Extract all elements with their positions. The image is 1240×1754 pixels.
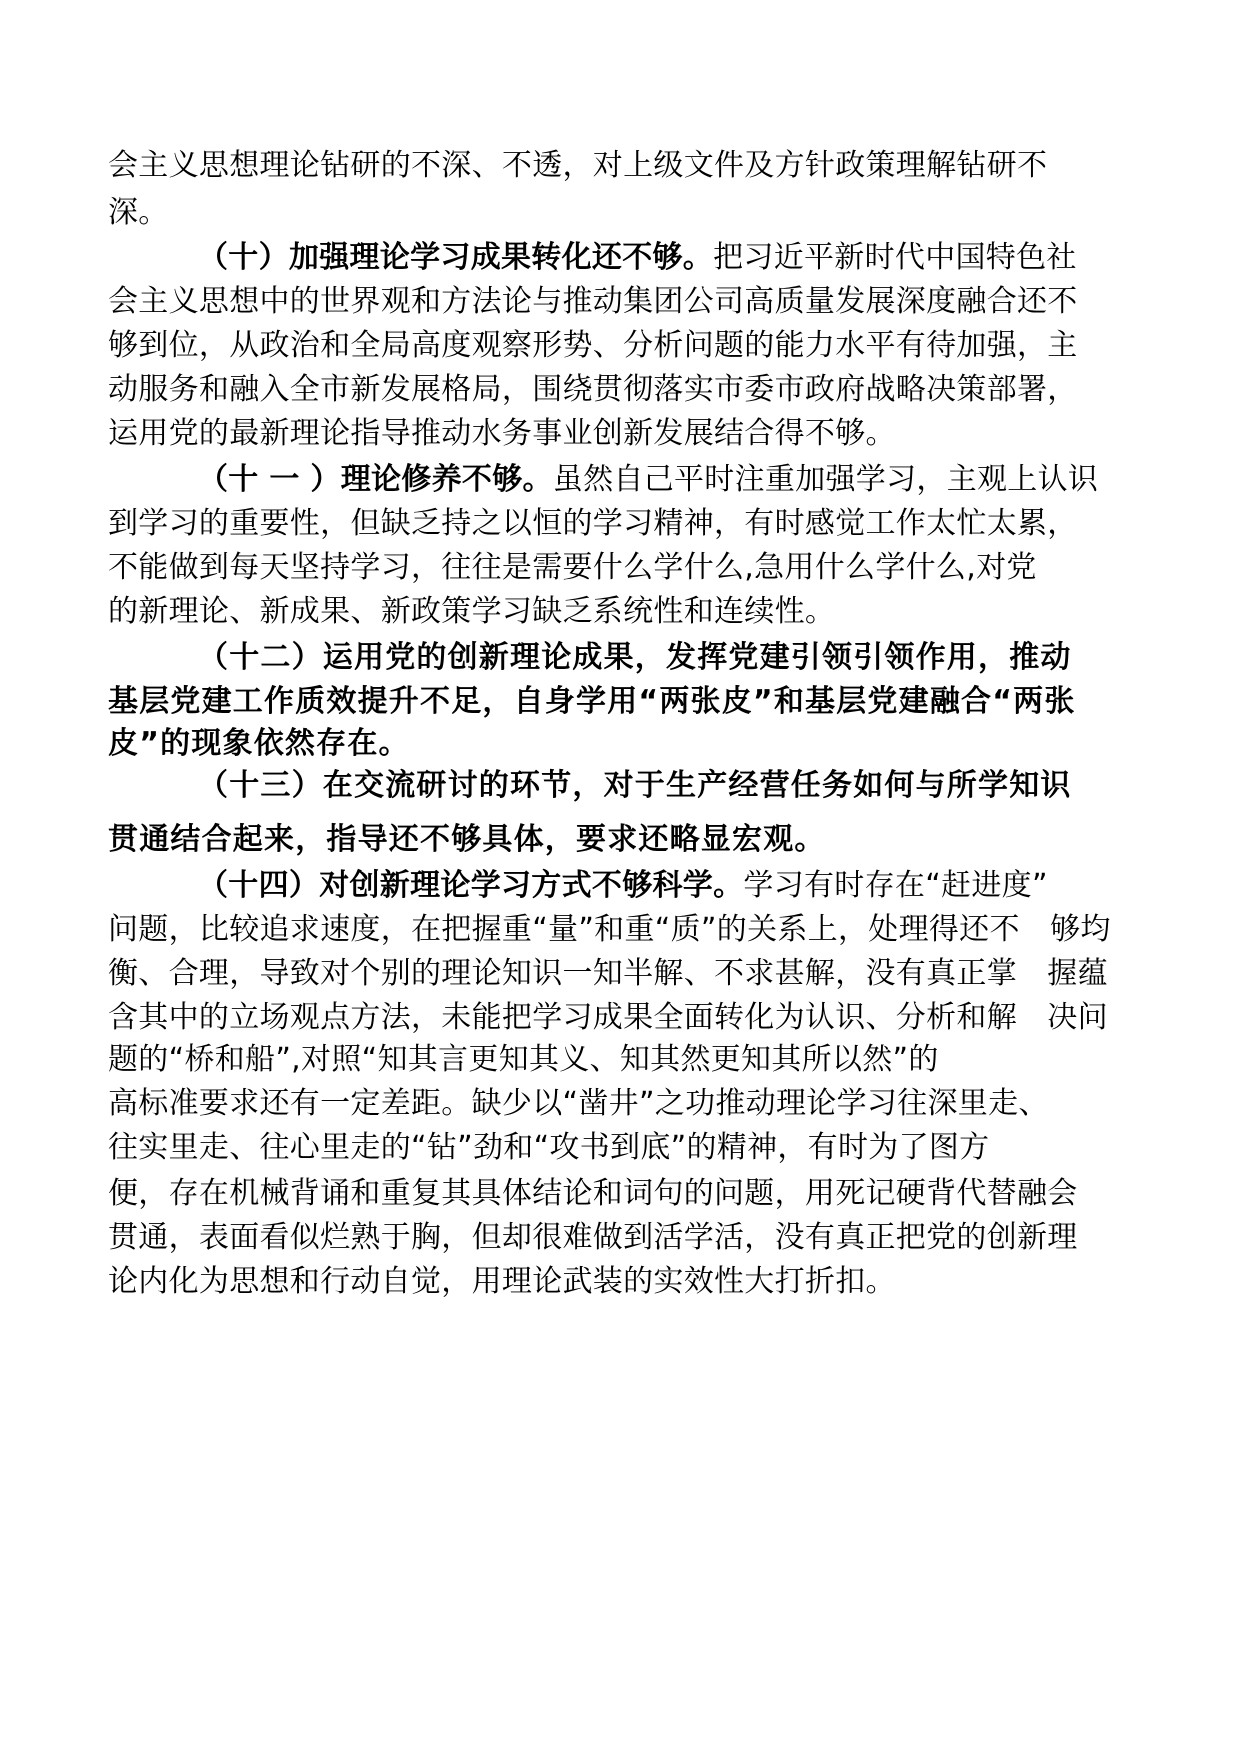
paragraph-text: 把习近平新时代中国特色社	[713, 240, 1077, 275]
paragraph-heading: （十）加强理论学习成果转化还不够。	[198, 240, 714, 275]
paragraph-line: 便，存在机械背诵和重复其具体结论和词句的问题，用死记硬背代替融会	[108, 1176, 1078, 1211]
paragraph-line: （十二）运用党的创新理论成果，发挥党建引领引领作用，推动	[198, 640, 1072, 675]
paragraph-line: 问题，比较追求速度，在把握重“量”和重“质”的关系上，处理得还不 够均	[108, 912, 1111, 947]
paragraph-line: 题的“桥和船”,对照“知其言更知其义、知其然更知其所以然”的	[108, 1042, 939, 1077]
paragraph-line: 深。	[108, 195, 169, 230]
paragraph-line: 运用党的最新理论指导推动水务事业创新发展结合得不够。	[108, 416, 896, 451]
paragraph-line: 到学习的重要性，但缺乏持之以恒的学习精神，有时感觉工作太忙太累，	[108, 506, 1078, 541]
paragraph-heading: （十 一 ）理论修养不够。	[198, 462, 553, 497]
paragraph-line: 高标准要求还有一定差距。缺少以“凿井”之功推动理论学习往深里走、	[108, 1086, 1049, 1121]
paragraph-line: 往实里走、往心里走的“钻”劲和“攻书到底”的精神，有时为了图方	[108, 1130, 990, 1165]
paragraph-line: 的新理论、新成果、新政策学习缺乏系统性和连续性。	[108, 594, 836, 629]
paragraph-line: 够到位，从政治和全局高度观察形势、分析问题的能力水平有待加强，主	[108, 328, 1078, 363]
paragraph-line: 含其中的立场观点方法，未能把学习成果全面转化为认识、分析和解 决问	[108, 1000, 1108, 1035]
paragraph-first-line	[198, 456, 1098, 504]
paragraph-first-line	[198, 234, 1077, 282]
paragraph-line: 基层党建工作质效提升不足，自身学用“两张皮”和基层党建融合“两张	[108, 684, 1076, 719]
paragraph-heading: （十四）对创新理论学习方式不够科学。	[198, 868, 744, 903]
paragraph-line: 皮”的现象依然存在。	[108, 726, 410, 761]
paragraph-line: 会主义思想理论钻研的不深、不透，对上级文件及方针政策理解钻研不	[108, 148, 1048, 183]
paragraph-line: （十三）在交流研讨的环节，对于生产经营任务如何与所学知识	[198, 768, 1072, 803]
paragraph-line: 论内化为思想和行动自觉，用理论武装的实效性大打折扣。	[108, 1264, 896, 1299]
paragraph-line: 贯通结合起来，指导还不够具体，要求还略显宏观。	[108, 822, 826, 857]
paragraph-first-line	[198, 862, 1048, 910]
paragraph-text: 虽然自己平时注重加强学习，主观上认识	[552, 462, 1099, 497]
paragraph-line: 动服务和融入全市新发展格局，围绕贯彻落实市委市政府战略决策部署，	[108, 372, 1078, 407]
paragraph-line: 贯通，表面看似烂熟于胸，但却很难做到活学活，没有真正把党的创新理	[108, 1220, 1078, 1255]
paragraph-line: 会主义思想中的世界观和方法论与推动集团公司高质量发展深度融合还不	[108, 284, 1078, 319]
paragraph-line: 衡、合理，导致对个别的理论知识一知半解、不求甚解，没有真正掌 握蕴	[108, 956, 1108, 991]
paragraph-line: 不能做到每天坚持学习，往往是需要什么学什么,急用什么学什么,对党	[108, 550, 1037, 585]
paragraph-text: 学习有时存在“赶进度”	[743, 868, 1048, 903]
